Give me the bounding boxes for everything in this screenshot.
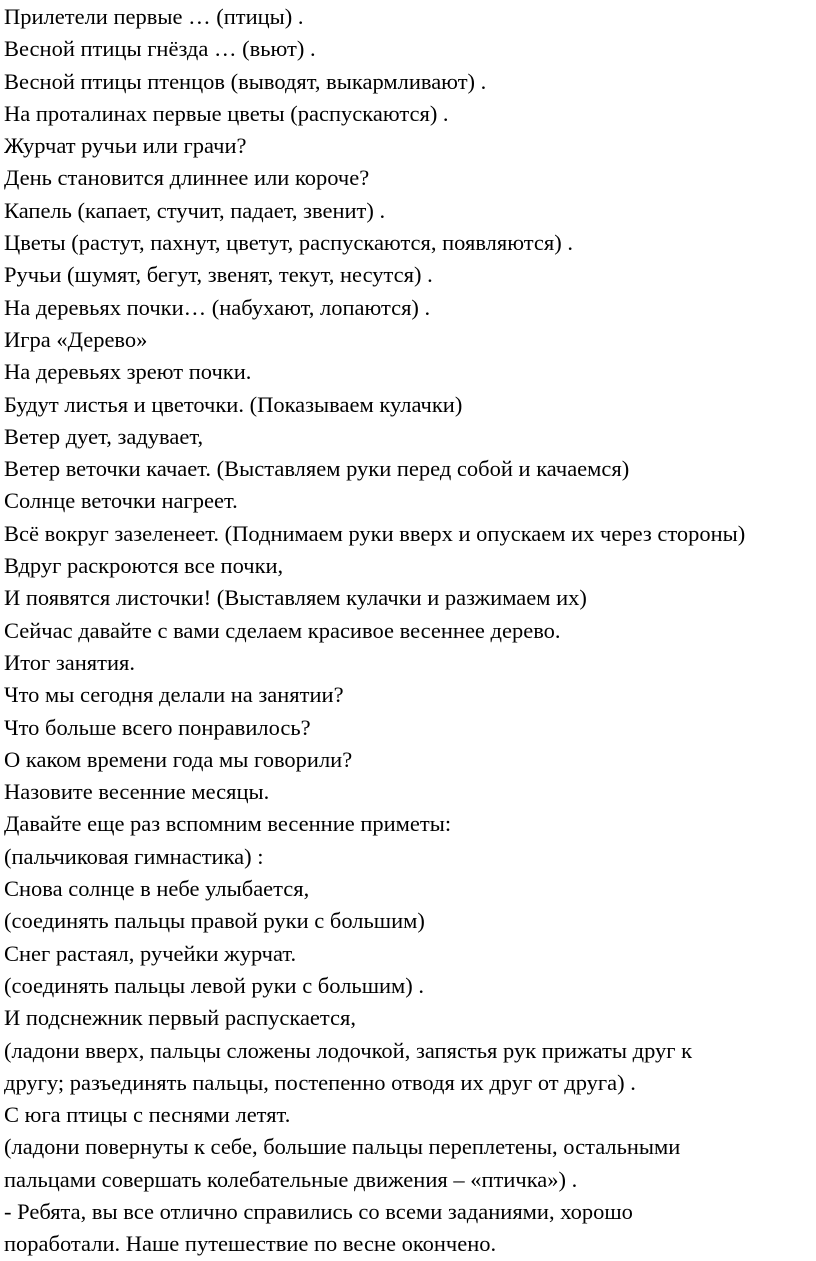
text-line: Вдруг раскроются все почки,: [4, 553, 284, 579]
text-line: Журчат ручьи или грачи?: [4, 133, 247, 159]
text-line: (соединять пальцы правой руки с большим): [4, 908, 425, 934]
text-line: пальцами совершать колебательные движения – «птичка») .: [4, 1166, 578, 1192]
text-line: Весной птицы птенцов (выводят, выкармливают) .: [4, 68, 487, 94]
text-line: На деревьях почки… (набухают, лопаются) .: [4, 294, 431, 320]
text-line: (ладони повернуты к себе, большие пальцы переплетены, остальными: [4, 1134, 681, 1160]
text-line: (пальчиковая гимнастика) :: [4, 843, 264, 869]
text-line: Что мы сегодня делали на занятии?: [4, 682, 344, 708]
text-line: Всё вокруг зазеленеет. (Поднимаем руки вверх и опускаем их через стороны): [4, 520, 746, 546]
text-line: другу; разъединять пальцы, постепенно отводя их друг от друга) .: [4, 1069, 636, 1095]
text-line: (ладони вверх, пальцы сложены лодочкой, запястья рук прижаты друг к: [4, 1037, 693, 1063]
text-line: поработали. Наше путешествие по весне окончено.: [4, 1231, 497, 1257]
text-line: - Ребята, вы все отлично справились со всеми заданиями, хорошо: [4, 1198, 633, 1224]
text-line: На деревьях зреют почки.: [4, 359, 252, 385]
text-line: Прилетели первые … (птицы) .: [4, 4, 304, 29]
text-line: С юга птицы с песнями летят.: [4, 1102, 291, 1128]
text-line: О каком времени года мы говорили?: [4, 746, 353, 772]
text-line: Назовите весенние месяцы.: [4, 779, 270, 805]
section-heading: Итог занятия.: [4, 649, 136, 675]
text-line: И подснежник первый распускается,: [4, 1005, 356, 1031]
text-line: (соединять пальцы левой руки с большим) .: [4, 972, 425, 998]
text-line: Сейчас давайте с вами сделаем красивое весеннее дерево.: [4, 617, 561, 643]
text-line: На проталинах первые цветы (распускаются) .: [4, 100, 449, 126]
document-text: [4, 0, 812, 1261]
text-line: Что больше всего понравилось?: [4, 714, 311, 740]
text-line: Цветы (растут, пахнут, цветут, распускаются, появляются) .: [4, 230, 573, 256]
text-line: Ветер дует, задувает,: [4, 423, 204, 449]
text-line: Снег растаял, ручейки журчат.: [4, 940, 297, 966]
text-line: Снова солнце в небе улыбается,: [4, 876, 310, 902]
text-line: Весной птицы гнёзда … (вьют) .: [4, 36, 316, 62]
text-line: Ручьи (шумят, бегут, звенят, текут, несутся) .: [4, 262, 433, 288]
text-line: Давайте еще раз вспомним весенние приметы:: [4, 811, 452, 837]
text-line: И появятся листочки! (Выставляем кулачки и разжимаем их): [4, 585, 587, 611]
text-line: Ветер веточки качает. (Выставляем руки перед собой и качаемся): [4, 456, 630, 482]
text-line: День становится длиннее или короче?: [4, 165, 370, 191]
text-line: Солнце веточки нагреет.: [4, 488, 238, 514]
text-line: Будут листья и цветочки. (Показываем кулачки): [4, 391, 463, 417]
text-line: Капель (капает, стучит, падает, звенит) .: [4, 197, 386, 223]
section-heading: Игра «Дерево»: [4, 326, 148, 352]
